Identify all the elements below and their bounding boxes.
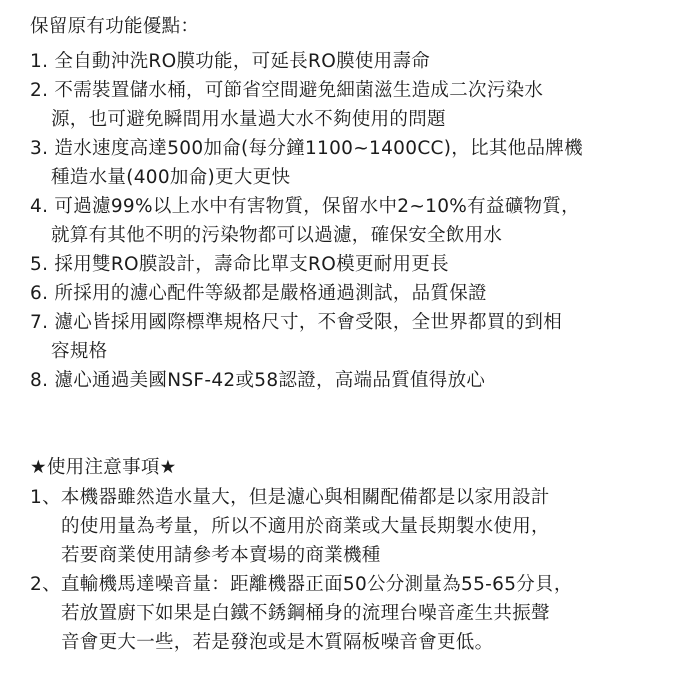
feature-item-3: 3. 造水速度高達500加侖(每分鐘1100~1400CC)，比其他品牌機: [30, 138, 583, 159]
feature-item-4-cont: 就算有其他不明的污染物都可以過濾，確保安全飲用水: [51, 225, 503, 246]
feature-item-8: 8. 濾心通過美國NSF-42或58認證，高端品質值得放心: [30, 370, 486, 391]
note-item-2-cont-2: 音會更大一些，若是發泡或是木質隔板噪音會更低。: [61, 632, 494, 653]
note-item-2-cont-1: 若放置廚下如果是白鐵不銹鋼桶身的流理台噪音產生共振聲: [61, 603, 550, 624]
feature-item-4: 4. 可過濾99%以上水中有害物質，保留水中2~10%有益礦物質，: [30, 196, 580, 217]
feature-item-3-cont: 種造水量(400加侖)更大更快: [51, 167, 291, 188]
note-item-2: 2、直輸機馬達噪音量：距離機器正面50公分測量為55-65分貝，: [30, 574, 573, 595]
feature-item-2-cont: 源，也可避免瞬間用水量過大水不夠使用的問題: [51, 109, 446, 130]
feature-item-6: 6. 所採用的濾心配件等級都是嚴格通過測試，品質保證: [30, 283, 487, 304]
feature-item-7: 7. 濾心皆採用國際標準規格尺寸，不會受限，全世界都買的到相: [30, 312, 563, 333]
note-item-1: 1、本機器雖然造水量大，但是濾心與相關配備都是以家用設計: [30, 487, 550, 508]
feature-item-1: 1. 全自動沖洗RO膜功能，可延長RO膜使用壽命: [30, 51, 431, 72]
feature-item-5: 5. 採用雙RO膜設計，壽命比單支RO模更耐用更長: [30, 254, 449, 275]
feature-item-7-cont: 容規格: [51, 341, 108, 362]
feature-item-2: 2. 不需裝置儲水桶，可節省空間避免細菌滋生造成二次污染水: [30, 80, 544, 101]
features-heading: 保留原有功能優點：: [30, 16, 200, 37]
notes-heading: ★使用注意事項★: [30, 457, 177, 478]
note-item-1-cont-1: 的使用量為考量，所以不適用於商業或大量長期製水使用，: [61, 516, 550, 537]
note-item-1-cont-2: 若要商業使用請參考本賣場的商業機種: [61, 545, 381, 566]
